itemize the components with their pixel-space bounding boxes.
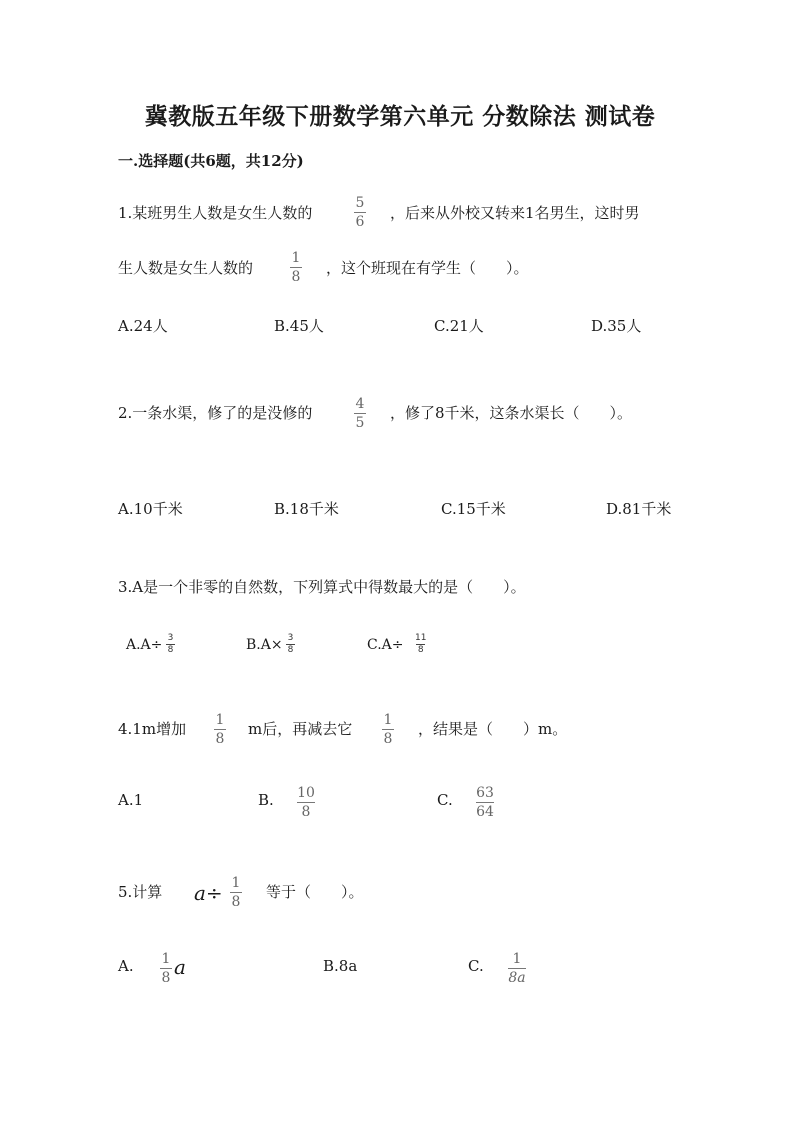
q5-option-a-variable: a [174,955,186,979]
q5a-denominator: 8 [161,970,171,986]
q4c-denominator: 64 [476,804,494,820]
q2-frac-denominator: 5 [355,415,365,431]
q1-frac2-denominator: 8 [291,269,301,285]
fraction-bar [290,267,302,268]
q4-fraction-1 [214,713,226,746]
q5-option-a[interactable]: A. [118,957,134,975]
section-heading: 一.选择题(共6题，共12分) [118,152,304,170]
q1-frac2-numerator: 1 [291,250,301,266]
q5-frac-denominator: 8 [231,894,241,910]
q5-text: 5.计算 [118,883,163,901]
fraction-bar [230,892,242,893]
page-title: 冀教版五年级下册数学第六单元 分数除法 测试卷 [144,103,656,130]
fraction-bar [297,802,315,803]
fraction-bar [508,968,526,969]
q4c-numerator: 63 [476,785,494,801]
q4-option-a[interactable]: A.1 [118,791,144,809]
q2-text: 2.一条水渠，修了的是没修的 [118,404,313,422]
q3b-numerator: 3 [287,633,294,643]
fraction-bar [354,413,366,414]
q3a-numerator: 3 [167,633,174,643]
q4b-denominator: 8 [301,804,311,820]
q1-option-c[interactable]: C.21人 [434,317,484,335]
q3c-denominator: 8 [417,645,424,655]
q4b-numerator: 10 [297,785,315,801]
q1-option-b[interactable]: B.45人 [274,317,324,335]
q3c-numerator: 11 [415,633,427,643]
q4-option-c-fraction [476,786,494,819]
q3-option-b-fraction [286,634,295,655]
q3-option-c[interactable]: C.A÷ [367,637,404,653]
q2-option-a[interactable]: A.10千米 [118,500,183,518]
q1-line2-text: 生人数是女生人数的 [118,259,254,277]
q3a-denominator: 8 [167,645,174,655]
q3-option-a-fraction [166,634,175,655]
q5-text-continued: 等于（ ）。 [266,883,364,901]
q5-option-c-fraction [508,952,526,985]
q3-option-a[interactable]: A.A÷ [126,637,163,653]
q4-option-b[interactable]: B. [258,791,274,809]
q5-expression: a÷ [194,881,223,905]
q4-frac1-denominator: 8 [215,731,225,747]
q3b-denominator: 8 [287,645,294,655]
q1-line1-continued: ，后来从外校又转来1名男生，这时男 [390,204,640,222]
q4-text-part1: 4.1m增加 [118,720,187,738]
q5c-numerator: 1 [512,951,522,967]
q1-fraction-2 [290,251,302,284]
q3-text: 3.A是一个非零的自然数，下列算式中得数最大的是（ ）。 [118,578,526,596]
q4-option-b-fraction [297,786,315,819]
q5-frac-numerator: 1 [231,875,241,891]
q1-line2-continued: ，这个班现在有学生（ ）。 [326,259,529,277]
q4-text-part3: ，结果是（ ）m。 [418,720,568,738]
fraction-bar [382,729,394,730]
q2-option-c[interactable]: C.15千米 [441,500,506,518]
q5a-numerator: 1 [161,951,171,967]
q5c-denominator: 8a [508,970,526,986]
q4-fraction-2 [382,713,394,746]
fraction-bar [160,968,172,969]
q2-text-continued: ，修了8千米，这条水渠长（ ）。 [390,404,633,422]
q2-option-d[interactable]: D.81千米 [606,500,672,518]
q4-option-c[interactable]: C. [437,791,453,809]
q5-fraction [230,876,242,909]
q2-option-b[interactable]: B.18千米 [274,500,339,518]
q4-text-part2: m后，再减去它 [248,720,353,738]
q1-line1-text: 1.某班男生人数是女生人数的 [118,204,313,222]
q4-frac2-numerator: 1 [383,712,393,728]
q5-option-a-fraction [160,952,172,985]
q1-option-d[interactable]: D.35人 [591,317,642,335]
fraction-bar [354,212,366,213]
q2-fraction [354,397,366,430]
q3-option-b[interactable]: B.A× [246,637,283,653]
fraction-bar [214,729,226,730]
q4-frac2-denominator: 8 [383,731,393,747]
q2-frac-numerator: 4 [355,396,365,412]
q4-frac1-numerator: 1 [215,712,225,728]
q1-fraction-1 [354,196,366,229]
q1-frac1-denominator: 6 [355,214,365,230]
q1-option-a[interactable]: A.24人 [118,317,168,335]
q5-option-c[interactable]: C. [468,957,484,975]
q5-option-b[interactable]: B.8a [323,957,358,975]
fraction-bar [476,802,494,803]
q3-option-c-fraction [415,634,426,655]
q1-frac1-numerator: 5 [355,195,365,211]
